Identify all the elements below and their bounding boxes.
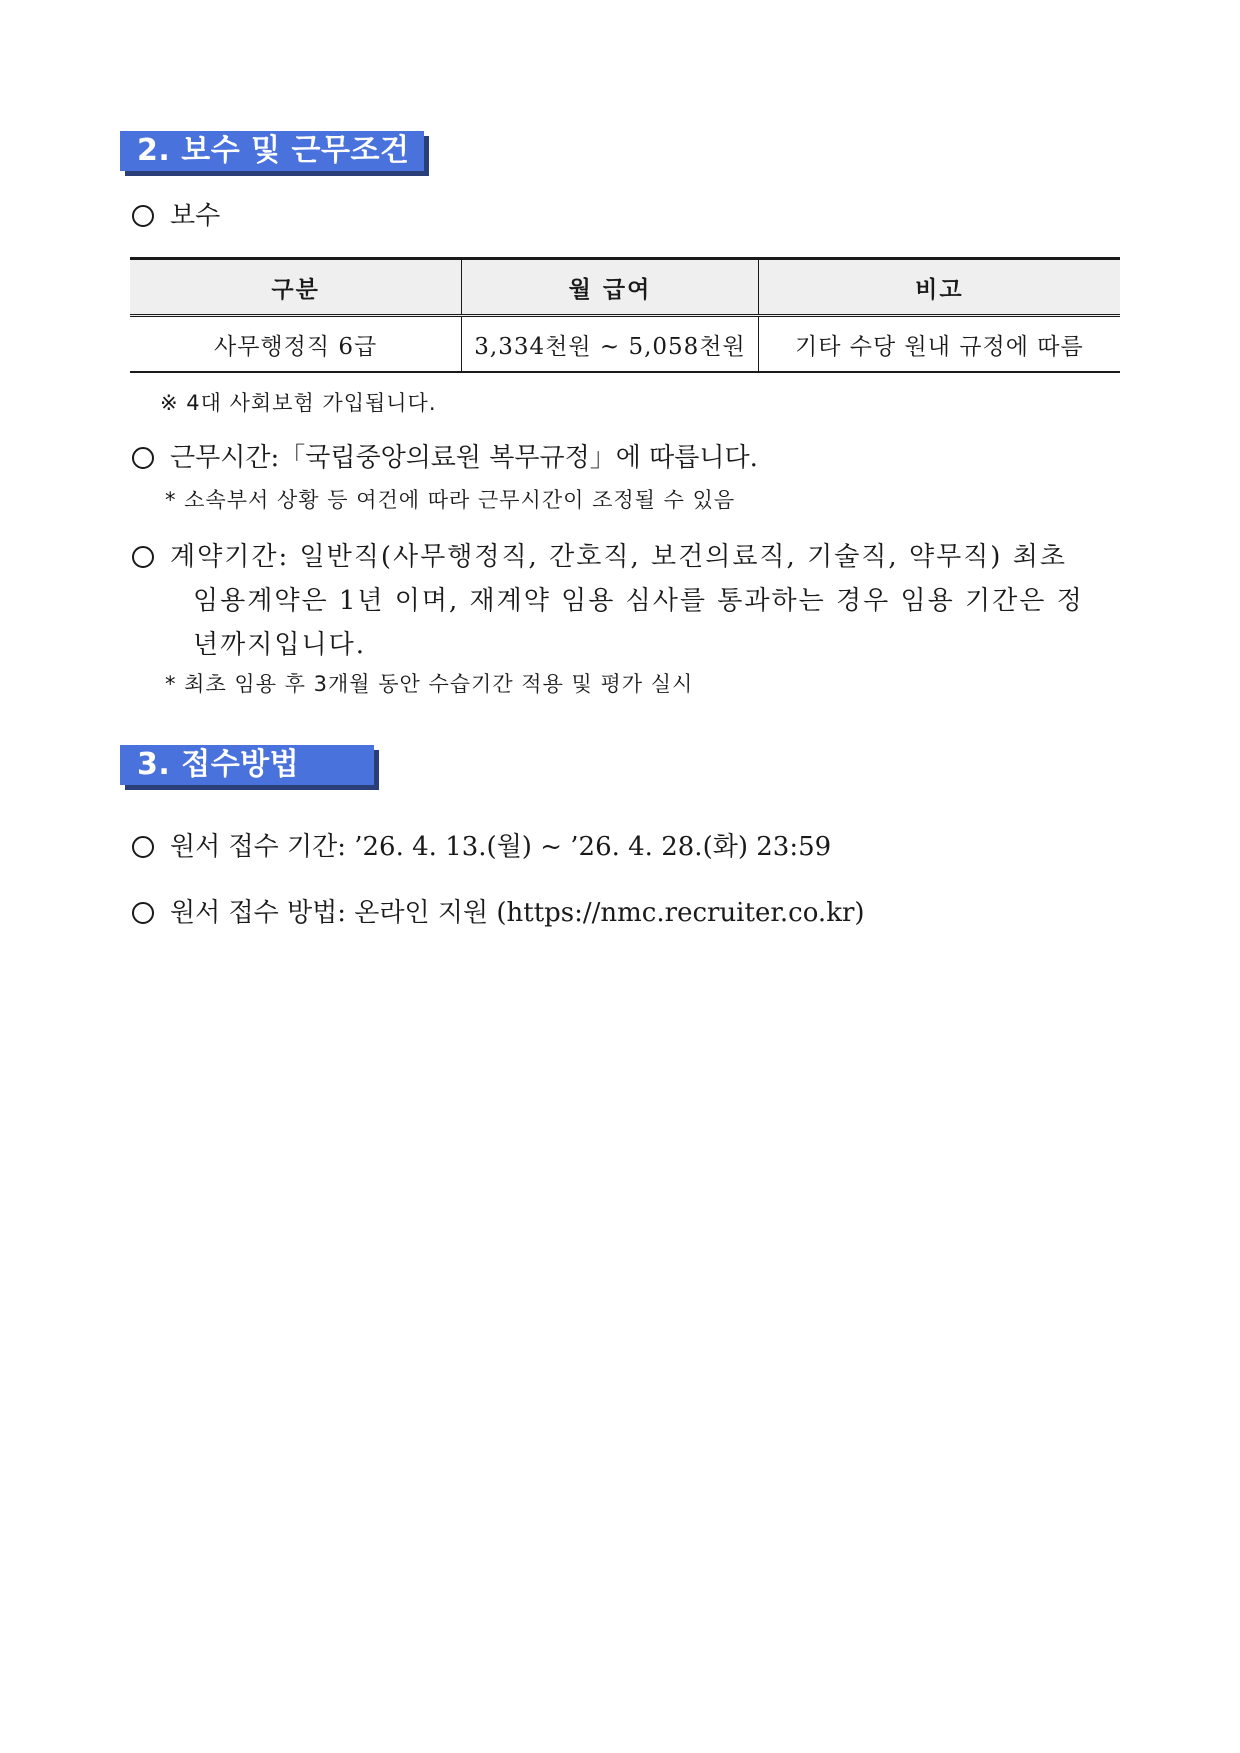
table-cell-remarks: 기타 수당 원내 규정에 따름 <box>758 316 1120 373</box>
table-cell-salary: 3,334천원 ~ 5,058천원 <box>462 316 758 373</box>
pay-table <box>130 257 1120 373</box>
section-3-header: 3. 접수방법 <box>120 745 374 785</box>
application-method-text: 원서 접수 방법: 온라인 지원 (https://nmc.recruiter.co.kr) <box>170 898 865 928</box>
table-header-category: 구분 <box>130 259 462 316</box>
table-cell-category: 사무행정직 6급 <box>130 316 462 373</box>
circle-bullet-icon <box>132 447 154 469</box>
contract-line-1: 계약기간: 일반직(사무행정직, 간호직, 보건의료직, 기술직, 약무직) 최초 <box>170 542 1067 572</box>
circle-bullet-icon <box>132 836 154 858</box>
work-hours-note: * 소속부서 상황 등 여건에 따라 근무시간이 조정될 수 있음 <box>165 488 736 512</box>
application-period-item <box>132 826 831 863</box>
pay-heading <box>132 195 220 232</box>
circle-bullet-icon <box>132 546 154 568</box>
table-header-remarks: 비고 <box>758 259 1120 316</box>
contract-line-2: 임용계약은 1년 이며, 재계약 임용 심사를 통과하는 경우 임용 기간은 정 <box>193 586 1084 616</box>
work-hours-item <box>132 437 758 474</box>
circle-bullet-icon <box>132 205 154 227</box>
pay-table-header-row <box>130 259 1120 316</box>
application-method-item <box>132 892 865 929</box>
application-period-text: 원서 접수 기간: ’26. 4. 13.(월) ~ ’26. 4. 28.(화) 23:59 <box>170 832 832 862</box>
table-row <box>130 316 1120 373</box>
circle-bullet-icon <box>132 902 154 924</box>
contract-item <box>132 536 1067 573</box>
work-hours-text: 근무시간:「국립중앙의료원 복무규정」에 따릅니다. <box>170 443 758 473</box>
section-2-header: 2. 보수 및 근무조건 <box>120 131 424 171</box>
contract-note: * 최초 임용 후 3개월 동안 수습기간 적용 및 평가 실시 <box>165 672 694 696</box>
table-header-salary: 월 급여 <box>462 259 758 316</box>
contract-line-3: 년까지입니다. <box>193 630 366 660</box>
pay-heading-text: 보수 <box>170 201 221 231</box>
insurance-note: ※ 4대 사회보험 가입됩니다. <box>160 391 437 415</box>
